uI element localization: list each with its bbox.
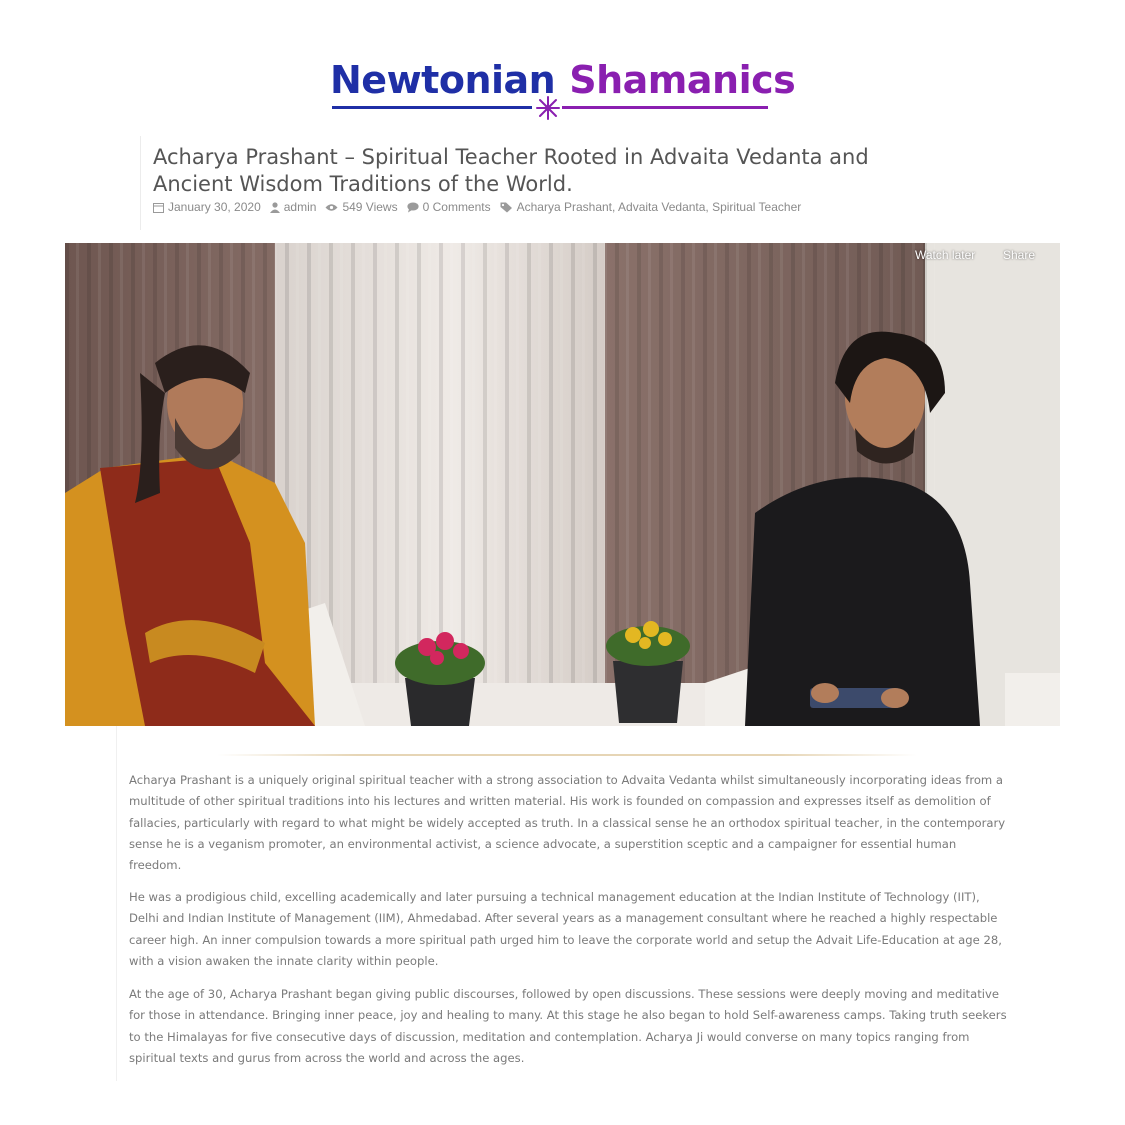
comment-icon [407,202,419,213]
embedded-video[interactable] [65,243,1060,726]
tag-icon [500,202,513,213]
meta-comments[interactable] [407,200,491,214]
calendar-icon [153,202,164,213]
meta-date[interactable] [153,200,261,214]
meta-tags[interactable] [500,200,802,214]
article-content [116,726,1016,1081]
share-button[interactable]: Share [1003,248,1036,262]
article-paragraph-2: He was a prodigious child, excelling academically and later pursuing a technical management education at the Indian Institute of Technology (IIT), Delhi and Indian Institute of Management (IIM), Ahmedabad. After several years as a management consultant where he reached a highly respectable career high. An inner compulsion towards a more spiritual path urged him to leave the corporate world and setup the Advait Life-Education at age 28, with a vision awaken the innate clarity within people. [129,890,1002,968]
meta-views-label: 549 Views [342,200,398,214]
video-frame-illustration [65,243,1060,726]
meta-author-label: admin [283,200,317,214]
logo-underline-right [562,106,768,109]
logo-wordmark [330,58,795,102]
post-meta [153,200,940,214]
article-paragraph-3: At the age of 30, Acharya Prashant began giving public discourses, followed by open discussions. These sessions were deeply moving and meditative for those in attendance. Bringing inner peace, joy and healing to many. At this stage he also began to hold Self-awareness camps. Taking truth seekers to the Himalayas for five consecutive days of discussion, meditation and contemplation. Acharya Ji would converse on many topics ranging from spiritual texts and gurus from across the world and across the ages. [129,987,1007,1065]
article-paragraph-1: Acharya Prashant is a uniquely original spiritual teacher with a strong association to Advaita Vedanta whilst simultaneously incorporating ideas from a multitude of other spiritual traditions into his lectures and written material. His work is founded on compassion and expresses itself as demolition of fallacies, particularly with regard to what might be widely accepted as truth. In a classical sense he an orthodox spiritual teacher, in the contemporary sense he is a veganism promoter, an environmental activist, a science advocate, a superstition sceptic and a campaigner for essential human freedom. [129,773,1006,873]
post-header [140,136,940,230]
watch-later-button[interactable]: Watch later [915,248,976,262]
meta-tags-label: Acharya Prashant, Advaita Vedanta, Spiritual Teacher [516,200,802,214]
sparkle-star-icon [536,96,560,120]
user-icon [270,202,280,213]
meta-comments-label: 0 Comments [422,200,491,214]
meta-date-label: January 30, 2020 [168,200,261,214]
meta-views [325,200,397,214]
logo-word-shamanics: Shamanics [569,58,796,102]
logo-underline-left [332,106,532,109]
eye-icon [325,203,338,212]
content-divider [217,754,917,756]
meta-author[interactable] [270,200,317,214]
logo-word-newtonian: Newtonian [330,58,556,102]
post-title[interactable]: Acharya Prashant – Spiritual Teacher Rooted in Advaita Vedanta and Ancient Wisdom Traditions of the World. [153,145,869,196]
